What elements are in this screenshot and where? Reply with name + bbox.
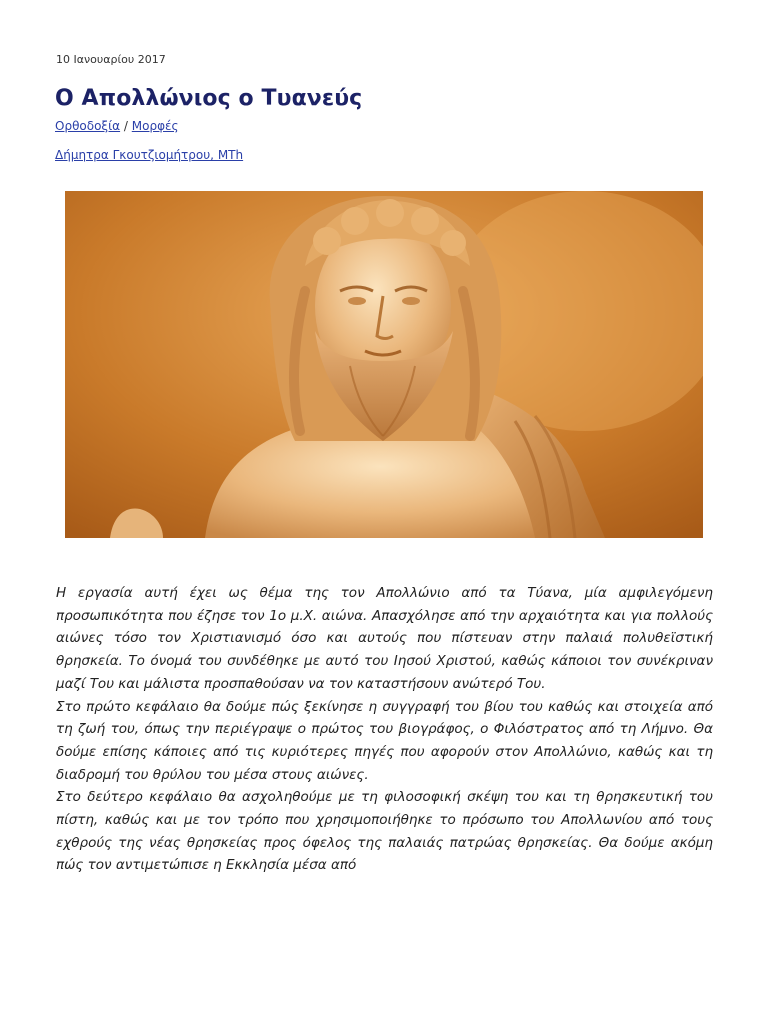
- article-image: [65, 191, 703, 538]
- category-link-figures[interactable]: Μορφές: [131, 119, 179, 133]
- paragraph-1: Η εργασία αυτή έχει ως θέμα της τον Απολλώνιο από τα Τύανα, μία αμφιλεγόμενη προσωπικότητα που έζησε τον 1ο μ.Χ. αιώνα. Απασχόλησε από την αρχαιότητα και για πολλούς αιώνες τόσο τον Χριστιανισμό όσο και αυτούς που πίστευαν στην παλαιά πολυθεϊστική θρησκεία. Το όνομά του συνδέθηκε με αυτό του Ιησού Χριστού, καθώς κάποιοι τον συνέκριναν μαζί Του και μάλιστα προσπαθούσαν να τον καταστήσουν ανώτερό Του.: [56, 585, 713, 692]
- category-separator: /: [120, 119, 132, 133]
- author-link[interactable]: Δήμητρα Γκουτζιομήτρου, MTh: [55, 148, 244, 162]
- publish-date: 10 Ιανουαρίου 2017: [56, 53, 166, 66]
- category-links: [55, 119, 179, 133]
- author-byline: [55, 148, 243, 162]
- paragraph-2: Στο πρώτο κεφάλαιο θα δούμε πώς ξεκίνησε η συγγραφή του βίου του καθώς και στοιχεία από τη ζωή του, όπως την περιέγραψε ο πρώτος του βιογράφος, ο Φιλόστρατος από τη Λήμνο. Θα δούμε επίσης κάποιες από τις κυριότερες πηγές που αφορούν στον Απολλώνιο, καθώς και τη διαδρομή του θρύλου του μέσα στους αιώνες.: [56, 698, 713, 783]
- article-title: Ο Απολλώνιος ο Τυανεύς: [55, 86, 363, 111]
- category-link-orthodoxy[interactable]: Ορθοδοξία: [55, 119, 121, 133]
- article-body: [56, 582, 713, 877]
- paragraph-3: Στο δεύτερο κεφάλαιο θα ασχοληθούμε με τη φιλοσοφική σκέψη του και τη θρησκευτική του πίστη, καθώς και με τον τρόπο που χρησιμοποιήθηκε το πρόσωπο του Απολλωνίου από τους εχθρούς της νέας θρησκείας προς όφελος της παλαιάς πατρώας θρησκείας. Θα δούμε ακόμη πώς τον αντιμετώπισε η Εκκλησία μέσα από: [56, 789, 713, 874]
- bust-image: [65, 191, 703, 538]
